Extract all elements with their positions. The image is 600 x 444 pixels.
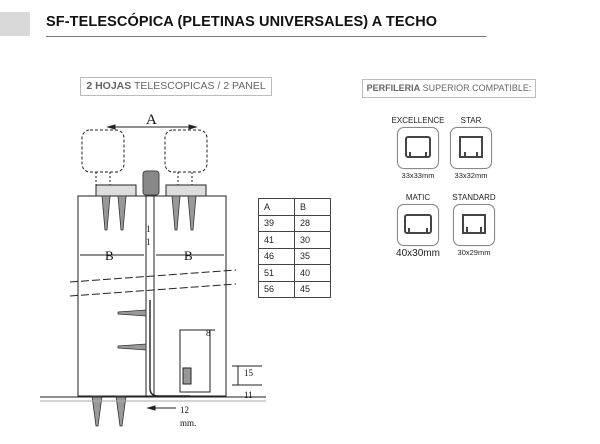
- roller-head-left: [82, 130, 124, 172]
- table-cell: 35: [295, 248, 331, 265]
- profile-name: MATIC: [405, 193, 431, 202]
- screw-3: [172, 196, 180, 230]
- table-row: [259, 232, 331, 249]
- profile-name: STANDARD: [452, 193, 496, 202]
- profile-star-icon: [450, 127, 492, 169]
- roller-head-right: [165, 130, 207, 172]
- dim-a-arrow-left: [108, 125, 115, 129]
- dim-1a-text: 1: [146, 224, 151, 234]
- plate-left: [96, 185, 136, 196]
- profiles-label-rest: SUPERIOR COMPATIBLE:: [420, 83, 532, 93]
- profile-size: 30x29mm: [457, 248, 491, 257]
- table-cell: 39: [259, 215, 295, 232]
- break-line-upper: [70, 270, 236, 282]
- assembly-label-rest: TELESCOPICAS / 2 PANEL: [131, 80, 266, 92]
- profile-size: 40x30mm: [396, 248, 440, 259]
- table-row: [259, 215, 331, 232]
- screw-5: [118, 310, 146, 316]
- profile-size: 33x33mm: [401, 171, 435, 180]
- page-title: SF-TELESCÓPICA (PLETINAS UNIVERSALES) A TECHO: [46, 14, 438, 30]
- profile-matic: [388, 193, 448, 259]
- profile-name: STAR: [460, 116, 482, 125]
- table-row: [259, 265, 331, 282]
- table-cell: 41: [259, 232, 295, 249]
- profiles-label-bold: PERFILERIA: [366, 83, 421, 93]
- profile-excellence: [388, 116, 448, 180]
- dim-b-right-text: B: [184, 248, 193, 263]
- profile-size: 33x32mm: [454, 171, 488, 180]
- dim-8-text: 8: [206, 328, 211, 338]
- dim-15-text: 15: [244, 368, 253, 378]
- dim-b-left-text: B: [105, 248, 114, 263]
- center-stopper: [143, 171, 159, 195]
- table-cell: 46: [259, 248, 295, 265]
- profile-excellence-icon: [397, 127, 439, 169]
- dim-a-arrow-right: [189, 125, 196, 129]
- table-header-a: A: [259, 199, 295, 216]
- table-cell: 28: [295, 215, 331, 232]
- table-header-row: [259, 199, 331, 216]
- table-cell: 40: [295, 265, 331, 282]
- profile-name: EXCELLENCE: [391, 116, 445, 125]
- table-cell: 45: [295, 281, 331, 298]
- dim-12-text: 12: [180, 405, 189, 415]
- table-row: [259, 281, 331, 298]
- screw-6: [118, 344, 146, 350]
- table-header-b: B: [295, 199, 331, 216]
- screw-4: [188, 196, 196, 230]
- screw-1: [102, 196, 110, 230]
- dim-a-text: A: [146, 112, 157, 128]
- table-cell: 30: [295, 232, 331, 249]
- table-cell: 56: [259, 281, 295, 298]
- profile-matic-icon: [397, 204, 439, 246]
- profile-standard: [446, 193, 502, 257]
- door-panels: [78, 196, 226, 396]
- dim-11-text: 11: [244, 390, 253, 400]
- break-line-lower: [70, 284, 236, 296]
- profile-standard-icon: [453, 204, 495, 246]
- dim-unit-text: mm.: [180, 418, 197, 428]
- table-cell: 51: [259, 265, 295, 282]
- table-row: [259, 248, 331, 265]
- plate-right: [166, 185, 206, 196]
- dimension-table: [258, 198, 331, 298]
- guide-bolt: [183, 368, 191, 384]
- assembly-label-bold: 2 HOJAS: [86, 80, 132, 92]
- dim-1b-text: 1: [146, 237, 151, 247]
- screw-2: [118, 196, 126, 230]
- profile-star: [446, 116, 496, 180]
